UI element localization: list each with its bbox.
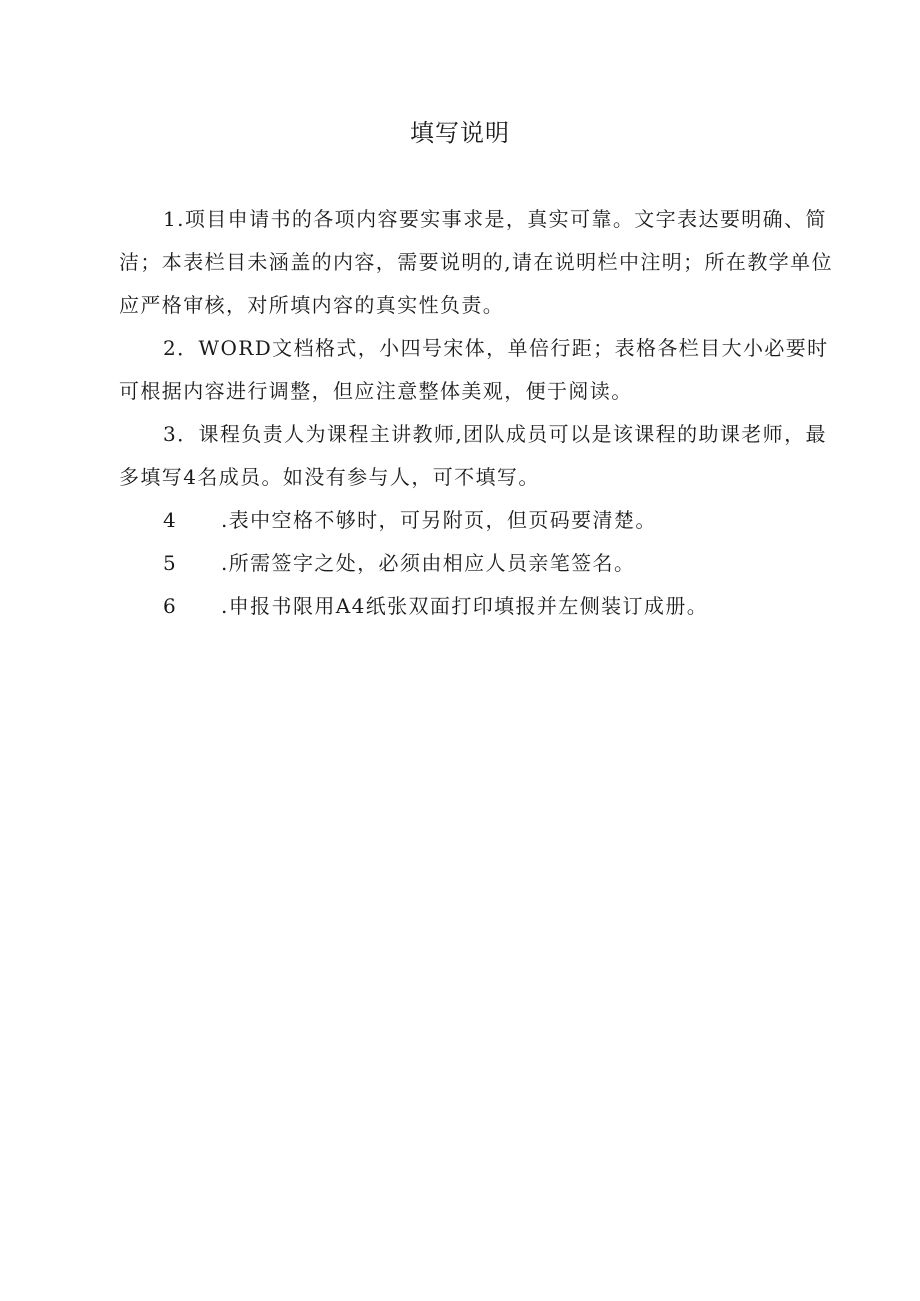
item-number: 6 bbox=[163, 594, 178, 618]
instruction-paragraph-3: 3．课程负责人为课程主讲教师,团队成员可以是该课程的助课老师，最多填写4名成员。如没有参与人，可不填写。 bbox=[119, 422, 827, 489]
item-text: .申报书限用A4纸张双面打印填报并左侧装订成册。 bbox=[221, 594, 709, 618]
item-number: 4 bbox=[163, 508, 178, 532]
item-text: .所需签字之处，必须由相应人员亲笔签名。 bbox=[221, 551, 636, 575]
instruction-paragraph-2: 2．WORD文档格式，小四号宋体，单倍行距；表格各栏目大小必要时可根据内容进行调整，但应注意整体美观，便于阅读。 bbox=[119, 336, 829, 403]
instruction-paragraph-1: 1.项目申请书的各项内容要实事求是，真实可靠。文字表达要明确、简洁；本表栏目未涵盖的内容，需要说明的,请在说明栏中注明；所在教学单位应严格审核，对所填内容的真实性负责。 bbox=[119, 207, 833, 317]
instruction-item-4 bbox=[163, 499, 657, 542]
item-number: 5 bbox=[163, 551, 178, 575]
page-title: 填写说明 bbox=[410, 119, 510, 147]
instruction-item-6 bbox=[163, 585, 708, 628]
instruction-item-5 bbox=[163, 542, 635, 585]
item-text: .表中空格不够时，可另附页，但页码要清楚。 bbox=[221, 508, 657, 532]
